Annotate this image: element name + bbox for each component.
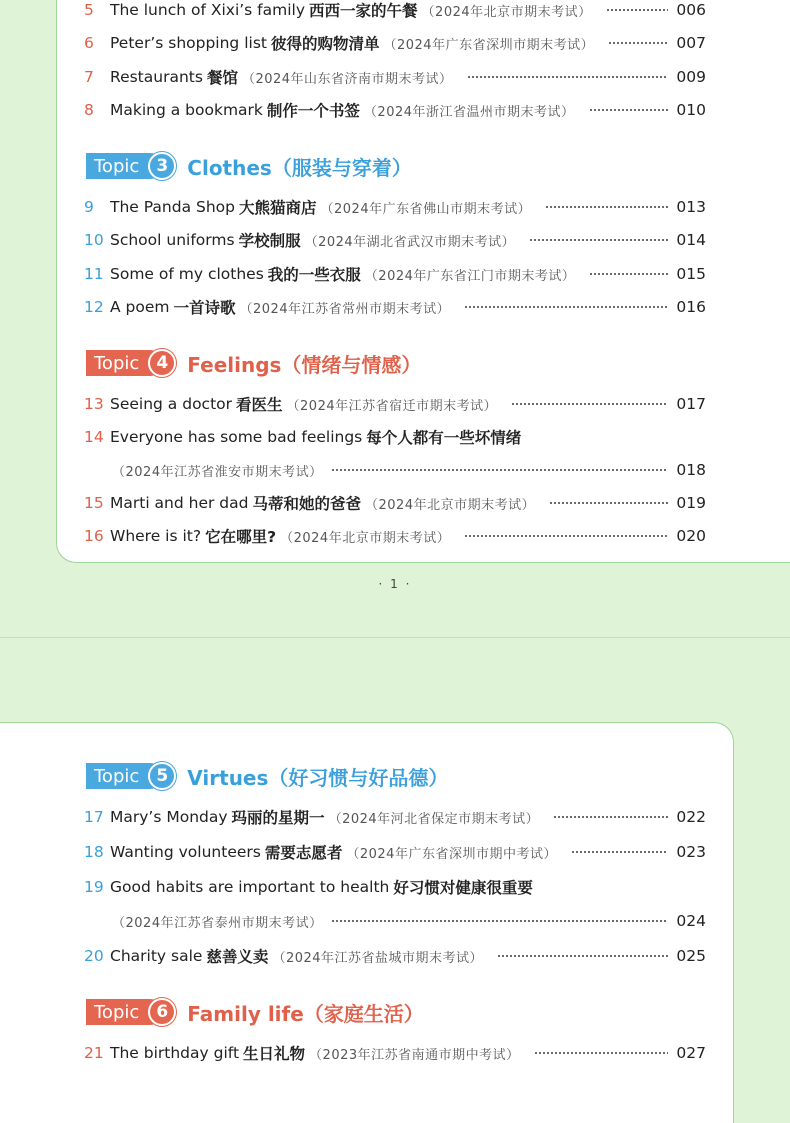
topic-5-heading[interactable] [86,761,448,791]
topic-tag: Topic 5 [86,763,163,789]
toc-entry-13[interactable]: 13 Seeing a doctor 看医生 （2024年江苏省宿迁市期末考试） 017 [84,395,706,414]
leader-dots [549,502,668,504]
topic-tag: Topic 6 [86,999,163,1025]
toc-entry-14[interactable]: 14 Everyone has some bad feelings 每个人都有一些坏情绪 [84,428,522,447]
page-number: · 1 · [378,577,412,591]
toc-entry-11[interactable]: 11 Some of my clothes 我的一些衣服 （2024年广东省江门市期末考试） 015 [84,265,706,284]
page-divider [0,637,790,638]
topic-title: Clothes（服装与穿着） [187,155,412,180]
leader-dots [497,955,668,957]
topic-title: Family life（家庭生活） [187,1001,424,1026]
leader-dots [331,920,669,922]
leader-dots [606,9,669,11]
toc-entry-14-continued[interactable]: （2024年江苏省淮安市期末考试） 018 [112,461,706,480]
toc-entry-8[interactable]: 8 Making a bookmark 制作一个书签 （2024年浙江省温州市期末考试） 010 [84,101,706,120]
toc-entry-20[interactable]: 20 Charity sale 慈善义卖 （2024年江苏省盐城市期末考试） 025 [84,947,706,966]
leader-dots [467,76,669,78]
toc-entry-16[interactable]: 16 Where is it? 它在哪里? （2024年北京市期末考试） 020 [84,527,706,546]
leader-dots [534,1052,669,1054]
toc-entry-15[interactable]: 15 Marti and her dad 马蒂和她的爸爸 （2024年北京市期末考试） 019 [84,494,706,513]
toc-entry-10[interactable]: 10 School uniforms 学校制服 （2024年湖北省武汉市期末考试） 014 [84,231,706,250]
topic-6-heading[interactable] [86,997,424,1027]
leader-dots [545,206,668,208]
topic-tag: Topic 3 [86,153,163,179]
leader-dots [553,816,668,818]
leader-dots [589,109,669,111]
leader-dots [464,535,668,537]
toc-entry-19-continued[interactable]: （2024年江苏省泰州市期末考试） 024 [112,912,706,931]
topic-title: Feelings（情绪与情感） [187,352,422,377]
leader-dots [331,469,669,471]
toc-entry-5[interactable]: 5 The lunch of Xixi’s family 西西一家的午餐 （2024年北京市期末考试） 006 [84,1,706,20]
toc-entry-7[interactable]: 7 Restaurants 餐馆 （2024年山东省济南市期末考试） 009 [84,68,706,87]
topic-tag: Topic 4 [86,350,163,376]
topic-4-heading[interactable] [86,348,421,378]
leader-dots [529,239,668,241]
leader-dots [464,306,668,308]
leader-dots [608,42,668,44]
toc-entry-18[interactable]: 18 Wanting volunteers 需要志愿者 （2024年广东省深圳市期中考试） 023 [84,843,706,862]
topic-title: Virtues（好习惯与好品德） [187,765,449,790]
leader-dots [589,273,668,275]
leader-dots [571,851,668,853]
leader-dots [511,403,668,405]
topic-3-heading[interactable] [86,151,412,181]
toc-entry-12[interactable]: 12 A poem 一首诗歌 （2024年江苏省常州市期末考试） 016 [84,298,706,317]
toc-entry-21[interactable]: 21 The birthday gift 生日礼物 （2023年江苏省南通市期中考试） 027 [84,1044,706,1063]
toc-entry-9[interactable]: 9 The Panda Shop 大熊猫商店 （2024年广东省佛山市期末考试） 013 [84,198,706,217]
toc-entry-19[interactable]: 19 Good habits are important to health 好习惯对健康很重要 [84,878,533,897]
toc-entry-17[interactable]: 17 Mary’s Monday 玛丽的星期一 （2024年河北省保定市期末考试） 022 [84,808,706,827]
toc-entry-6[interactable]: 6 Peter’s shopping list 彼得的购物清单 （2024年广东省深圳市期末考试） 007 [84,34,706,53]
